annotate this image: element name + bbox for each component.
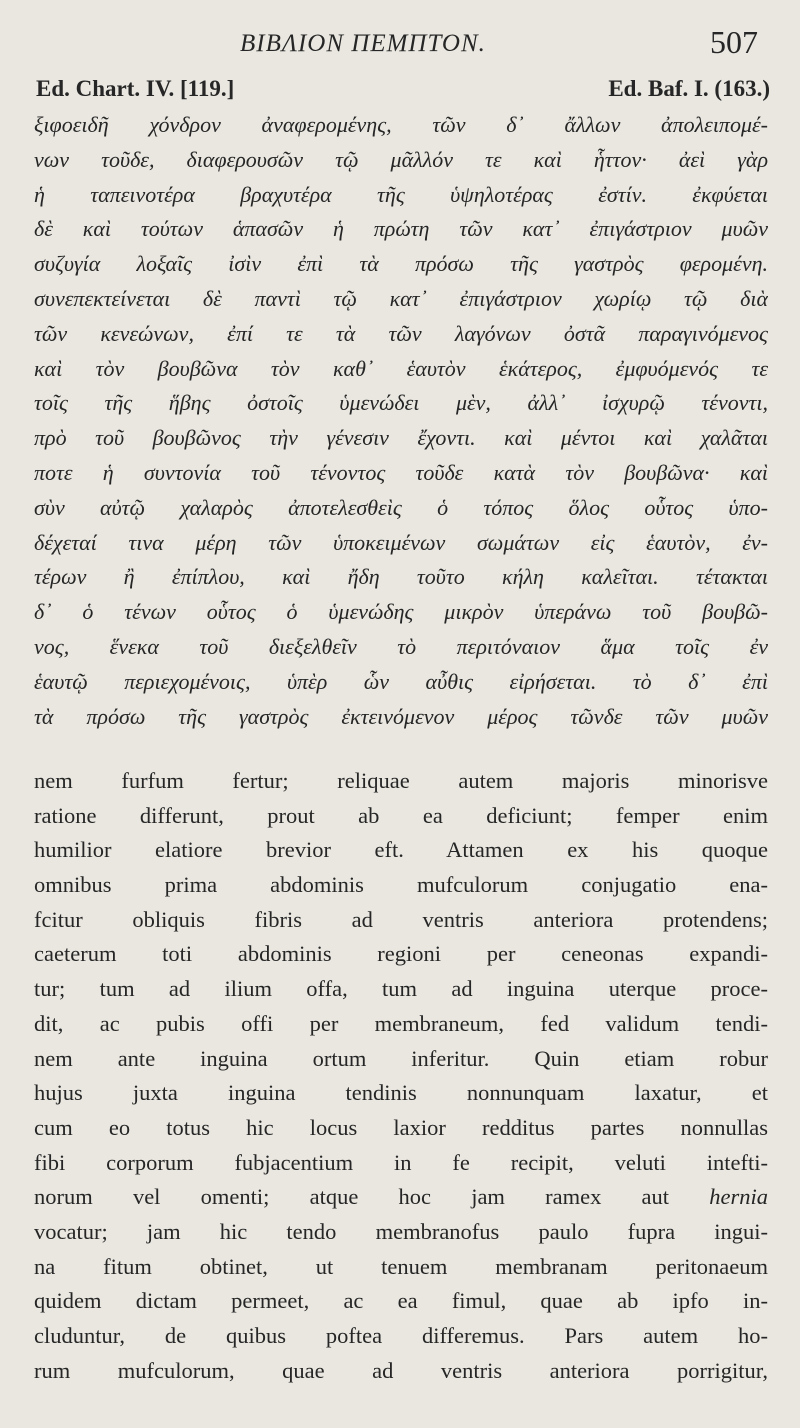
greek-text-line: τοῖς τῆς ἥβης ὀστοῖς ὑμενώδει μὲν, ἀλλ᾽ ἰσχυρῷ τένοντι,: [34, 390, 768, 416]
latin-text-line: fibi corporum fubjacentium in fe recipit, veluti intefti-: [34, 1149, 768, 1175]
greek-text-block: [34, 108, 768, 734]
edition-ref-basel: Ed. Baf. I. (163.): [608, 76, 770, 101]
greek-text-line: σὺν αὐτῷ χαλαρὸς ἀποτελεσθεὶς ὁ τόπος ὅλος οὗτος ὑπο-: [34, 494, 768, 520]
greek-text-line: τῶν κενεώνων, ἐπί τε τὰ τῶν λαγόνων ὀστᾶ παραγινόμενος: [34, 320, 768, 346]
greek-text-line: τὰ πρόσω τῆς γαστρὸς ἐκτεινόμενον μέρος τῶνδε τῶν μυῶν: [34, 703, 768, 729]
edition-references: [36, 76, 770, 108]
greek-text-line: ποτε ἡ συντονία τοῦ τένοντος τοῦδε κατὰ τὸν βουβῶνα· καὶ: [34, 459, 768, 485]
latin-text-line: vocatur; jam hic tendo membranofus paulo fupra ingui-: [34, 1218, 768, 1244]
latin-text-line: norum vel omenti; atque hoc jam ramex aut hernia: [34, 1184, 768, 1210]
greek-text-line: τέρων ἢ ἐπίπλου, καὶ ἤδη τοῦτο κήλη καλεῖται. τέτακται: [34, 564, 768, 590]
latin-text-line: humilior elatiore brevior eft. Attamen ex his quoque: [34, 837, 768, 863]
greek-text-line: ξιφοειδῆ χόνδρον ἀναφερομένης, τῶν δ᾽ ἄλλων ἀπολειπομέ-: [34, 112, 768, 137]
latin-text-line: fcitur obliquis fibris ad ventris anteriora protendens;: [34, 906, 768, 932]
latin-text-line: quidem dictam permeet, ac ea fimul, quae ab ipfo in-: [34, 1288, 768, 1314]
greek-text-line: ἑαυτῷ περιεχομένοις, ὑπὲρ ὧν αὖθις εἰρήσεται. τὸ δ᾽ ἐπὶ: [34, 668, 768, 694]
latin-text-line: nem ante inguina ortum inferitur. Quin etiam robur: [34, 1045, 768, 1071]
latin-text-line: cum eo totus hic locus laxior redditus partes nonnullas: [34, 1114, 768, 1140]
greek-text-line: νος, ἕνεκα τοῦ διεξελθεῖν τὸ περιτόναιον ἅμα τοῖς ἐν: [34, 633, 768, 659]
greek-text-line: πρὸ τοῦ βουβῶνος τὴν γένεσιν ἔχοντι. καὶ μέντοι καὶ χαλᾶται: [34, 425, 768, 451]
greek-text-line: συνεπεκτείνεται δὲ παντὶ τῷ κατ᾽ ἐπιγάστριον χωρίῳ τῷ διὰ: [34, 285, 768, 311]
greek-text-line: ἡ ταπεινοτέρα βραχυτέρα τῆς ὑψηλοτέρας ἐστίν. ἐκφύεται: [34, 181, 768, 207]
latin-text-line: tur; tum ad ilium offa, tum ad inguina uterque proce-: [34, 976, 768, 1002]
latin-text-line: ratione differunt, prout ab ea deficiunt; femper enim: [34, 802, 768, 828]
running-head: [0, 24, 800, 68]
greek-text-line: δ᾽ ὁ τένων οὗτος ὁ ὑμενώδης μικρὸν ὑπεράνω τοῦ βουβῶ-: [34, 599, 768, 625]
latin-text-line: caeterum toti abdominis regioni per ceneonas expandi-: [34, 941, 768, 967]
running-head-title: ΒΙΒΛΙΟΝ ΠΕΜΠΤΟΝ.: [240, 30, 486, 57]
greek-text-line: συζυγία λοξαῖς ἰσὶν ἐπὶ τὰ πρόσω τῆς γαστρὸς φερομένη.: [34, 251, 768, 277]
italic-term-hernia: hernia: [709, 1184, 768, 1210]
greek-text-line: καὶ τὸν βουβῶνα τὸν καθ᾽ ἑαυτὸν ἑκάτερος, ἐμφυόμενός τε: [34, 355, 768, 381]
greek-text-line: δὲ καὶ τούτων ἁπασῶν ἡ πρώτη τῶν κατ᾽ ἐπιγάστριον μυῶν: [34, 216, 768, 242]
greek-text-line: νων τοῦδε, διαφερουσῶν τῷ μᾶλλόν τε καὶ ἧττον· ἀεὶ γὰρ: [34, 146, 768, 172]
latin-text-line: nem furfum fertur; reliquae autem majoris minorisve: [34, 768, 768, 793]
latin-text-line: omnibus prima abdominis mufculorum conjugatio ena-: [34, 872, 768, 898]
edition-ref-chartier: Ed. Chart. IV. [119.]: [36, 76, 235, 101]
latin-text-block: [34, 764, 768, 1388]
latin-text-line: hujus juxta inguina tendinis nonnunquam laxatur, et: [34, 1080, 768, 1106]
latin-text-line: na fitum obtinet, ut tenuem membranam peritonaeum: [34, 1253, 768, 1279]
latin-text-line: cluduntur, de quibus poftea differemus. Pars autem ho-: [34, 1323, 768, 1348]
page-number: 507: [710, 24, 758, 60]
latin-text-line: dit, ac pubis offi per membraneum, fed validum tendi-: [34, 1010, 768, 1036]
greek-text-line: δέχεταί τινα μέρη τῶν ὑποκειμένων σωμάτων εἰς ἑαυτὸν, ἐν-: [34, 529, 768, 555]
latin-text-line: rum mufculorum, quae ad ventris anteriora porrigitur,: [34, 1357, 768, 1383]
